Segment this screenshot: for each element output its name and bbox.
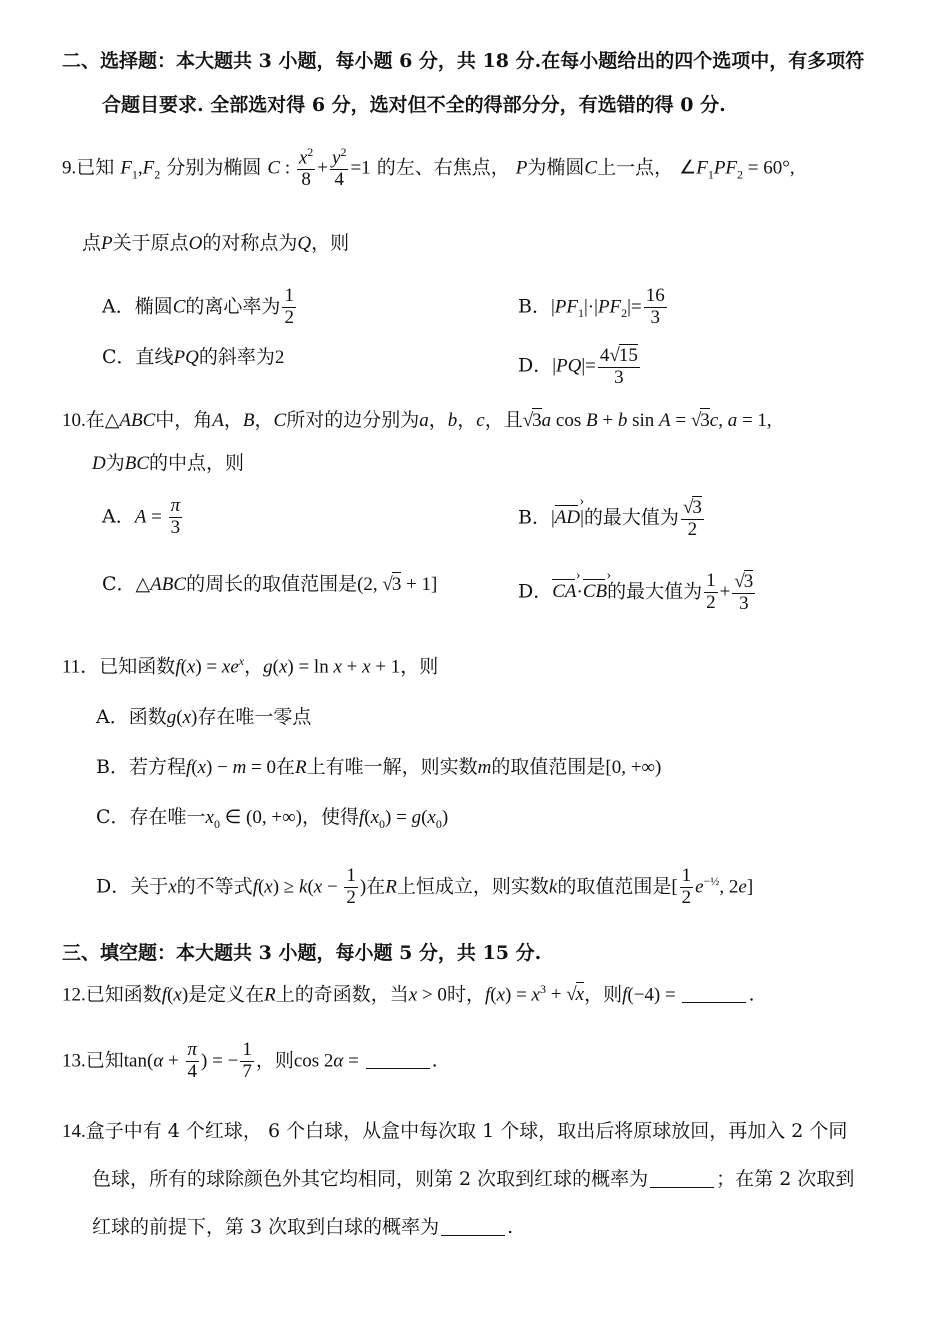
question-text: .: [748, 983, 755, 1006]
q9-option-b: B．$|PF_1|\cdot|PF_2|=$ $\frac{16}{3}$: [518, 285, 665, 328]
option-label: C．直线: [102, 346, 174, 368]
question-number: 13.: [62, 1050, 86, 1072]
option-text: 上有唯一解，则实数: [306, 756, 478, 778]
question-text: 已知函数: [99, 655, 176, 678]
question-text: 的对称点为: [202, 232, 298, 254]
option-text: 在: [366, 875, 386, 898]
question-text: .: [431, 1049, 438, 1072]
option-label: D．关于: [96, 875, 169, 898]
question-text: 红球的前提下，第 3 次取到白球的概率为: [92, 1216, 440, 1238]
question-text: 是定义在: [188, 983, 265, 1006]
question-text: ，则: [255, 1049, 294, 1072]
question-text: ，则: [400, 655, 439, 678]
option-label: A．函数: [96, 706, 167, 728]
option-text: 存在唯一零点: [197, 706, 312, 728]
section-heading-fill-in: 三、填空题：本大题共 3 小题，每小题 5 分，共 15 分.: [62, 942, 542, 964]
question-11: 11．已知函数$f(x) = xe^x$，g(x) = ln x + x + 1，则: [62, 654, 439, 678]
question-14: [62, 1120, 847, 1144]
question-number: 12.: [62, 984, 86, 1006]
option-label: C．存在唯一: [96, 806, 206, 828]
question-10: 10.在△ABC中，角A，B，C所对的边分别为a，b，c，且√3a cos B + b sin A = √3c, a = 1,: [62, 409, 772, 431]
option-label: C．: [102, 573, 136, 595]
question-text: 的左、右焦点，: [376, 156, 510, 179]
q9-option-c: C．直线PQ的斜率为2: [102, 346, 285, 368]
question-14-line3: [92, 1216, 513, 1239]
question-text: 时，: [446, 983, 485, 1006]
question-text: .: [507, 1216, 514, 1238]
option-text: 的取值范围是: [491, 756, 606, 778]
answer-blank[interactable]: [650, 1186, 714, 1188]
q9-option-d: D．|PQ|= $\frac{4√15}{3}$: [518, 345, 638, 388]
question-13: 13.已知tan(α + $\frac{\pi}{4}$ ) = − $\frac{1}{7}$ ，则cos 2α = .: [62, 1039, 438, 1082]
question-text: ，则: [584, 983, 623, 1006]
question-text: 中，角: [155, 409, 213, 431]
question-text: 色球，所有的球除颜色外其它均相同，则第 2 次取到红球的概率为: [92, 1168, 649, 1190]
question-text: 的中点，则: [149, 452, 245, 474]
question-text: ，且: [484, 409, 523, 431]
option-label: A．椭圆: [102, 295, 173, 318]
question-text: 在: [85, 409, 105, 431]
question-text: 上一点，: [597, 156, 674, 179]
answer-blank[interactable]: [441, 1234, 505, 1236]
option-label: B．若方程: [96, 756, 186, 778]
option-text: 的周长的取值范围是: [186, 573, 358, 595]
q11-option-d: D．关于x的不等式f(x) ≥ k(x − $\frac{1}{2}$ )在R上恒成立，则实数k的取值范围是[ $\frac{1}{2}$ $e^{-\frac{1}{2}}$, 2e]: [96, 865, 754, 908]
question-text: 为: [105, 452, 125, 474]
option-label: B．: [518, 295, 551, 318]
option-text: 的离心率为: [185, 295, 281, 318]
q10-option-c: C．△ABC的周长的取值范围是(2, √3 + 1]: [102, 573, 438, 595]
q10-option-a: A．A = $\frac{\pi}{3}$: [102, 495, 181, 538]
answer-blank[interactable]: [682, 1001, 746, 1003]
q9-option-a: A．椭圆C的离心率为 $\frac{1}{2}$: [102, 285, 294, 328]
question-text: 所对的边分别为: [286, 409, 420, 431]
question-text: ；在第 2 次取到: [716, 1168, 855, 1190]
option-label: B．: [518, 506, 551, 529]
question-12: 12.已知函数f(x)是定义在R上的奇函数，当x > 0时，$f(x) = x^3 + √x$，则f(−4) = .: [62, 982, 755, 1006]
option-text: ，使得: [301, 806, 359, 828]
question-14-line2: [92, 1168, 854, 1191]
option-text: 在: [276, 756, 296, 778]
option-text: 的不等式: [176, 875, 253, 898]
option-text: 的斜率为: [198, 346, 275, 368]
option-label: D．: [518, 580, 553, 603]
option-text: 的取值范围是: [557, 875, 672, 898]
option-label: A．: [102, 505, 135, 528]
question-text: 盒子中有 4 个红球， 6 个白球，从盒中每次取 1 个球，取出后将原球放回，再加入 2 个同: [85, 1120, 848, 1142]
question-9-line2: 点P关于原点O的对称点为Q，则: [82, 232, 350, 254]
question-text: 已知: [85, 1049, 124, 1072]
section-heading-line2: 合题目要求. 全部选对得 6 分，选对但不全的得部分分，有选错的得 0 分.: [102, 94, 726, 116]
q11-option-a: A．函数g(x)存在唯一零点: [96, 706, 312, 728]
question-text: 点: [82, 232, 102, 254]
question-text: 已知函数: [85, 983, 162, 1006]
question-9: 9.已知 $F_1,F_2$ 分别为椭圆 C : $\frac{x^2}{8}$ + $\frac{y^2}{4}$ =1 的左、右焦点， P为椭圆C上一点， $\angle F_1PF_2 = 60^\circ$,: [62, 145, 795, 191]
option-text: 的最大值为: [583, 506, 679, 529]
section-heading-text: 二、选择题：本大题共 3 小题，每小题 6 分，共 18 分.: [62, 50, 542, 72]
question-text: 关于原点: [112, 232, 189, 254]
answer-blank[interactable]: [366, 1067, 430, 1069]
question-number: 14.: [62, 1121, 86, 1142]
question-text: ，则: [311, 232, 350, 254]
question-10-line2: D为BC的中点，则: [92, 452, 245, 474]
section-heading-multiple-choice: [62, 50, 864, 73]
section-heading-text-rest: 在每小题给出的四个选项中，有多项符: [541, 50, 865, 72]
question-number: 10.: [62, 410, 86, 431]
q11-option-c: C．存在唯一$x_0$ ∈ (0, +∞)，使得$f(x_0) = g(x_0)$: [96, 806, 449, 831]
option-label: D．: [518, 354, 553, 377]
option-text: 的最大值为: [607, 580, 703, 603]
question-number: 9.: [62, 157, 77, 179]
question-text: 分别为椭圆: [166, 156, 262, 179]
q10-option-b: B．|AD ›|的最大值为 $\frac{√3}{2}$: [518, 496, 706, 541]
question-text: 上的奇函数，当: [275, 983, 409, 1006]
question-text: 为椭圆: [527, 156, 585, 179]
q10-option-d: D．CA ›·CB ›的最大值为 $\frac{1}{2}$ + $\frac{√3}{3}$: [518, 570, 757, 615]
question-number: 11．: [62, 656, 100, 678]
option-text: 上恒成立，则实数: [396, 875, 549, 898]
q11-option-b: B．若方程f(x) − m = 0在R上有唯一解，则实数m的取值范围是[0, +∞): [96, 756, 662, 778]
question-text: 已知: [76, 156, 115, 179]
